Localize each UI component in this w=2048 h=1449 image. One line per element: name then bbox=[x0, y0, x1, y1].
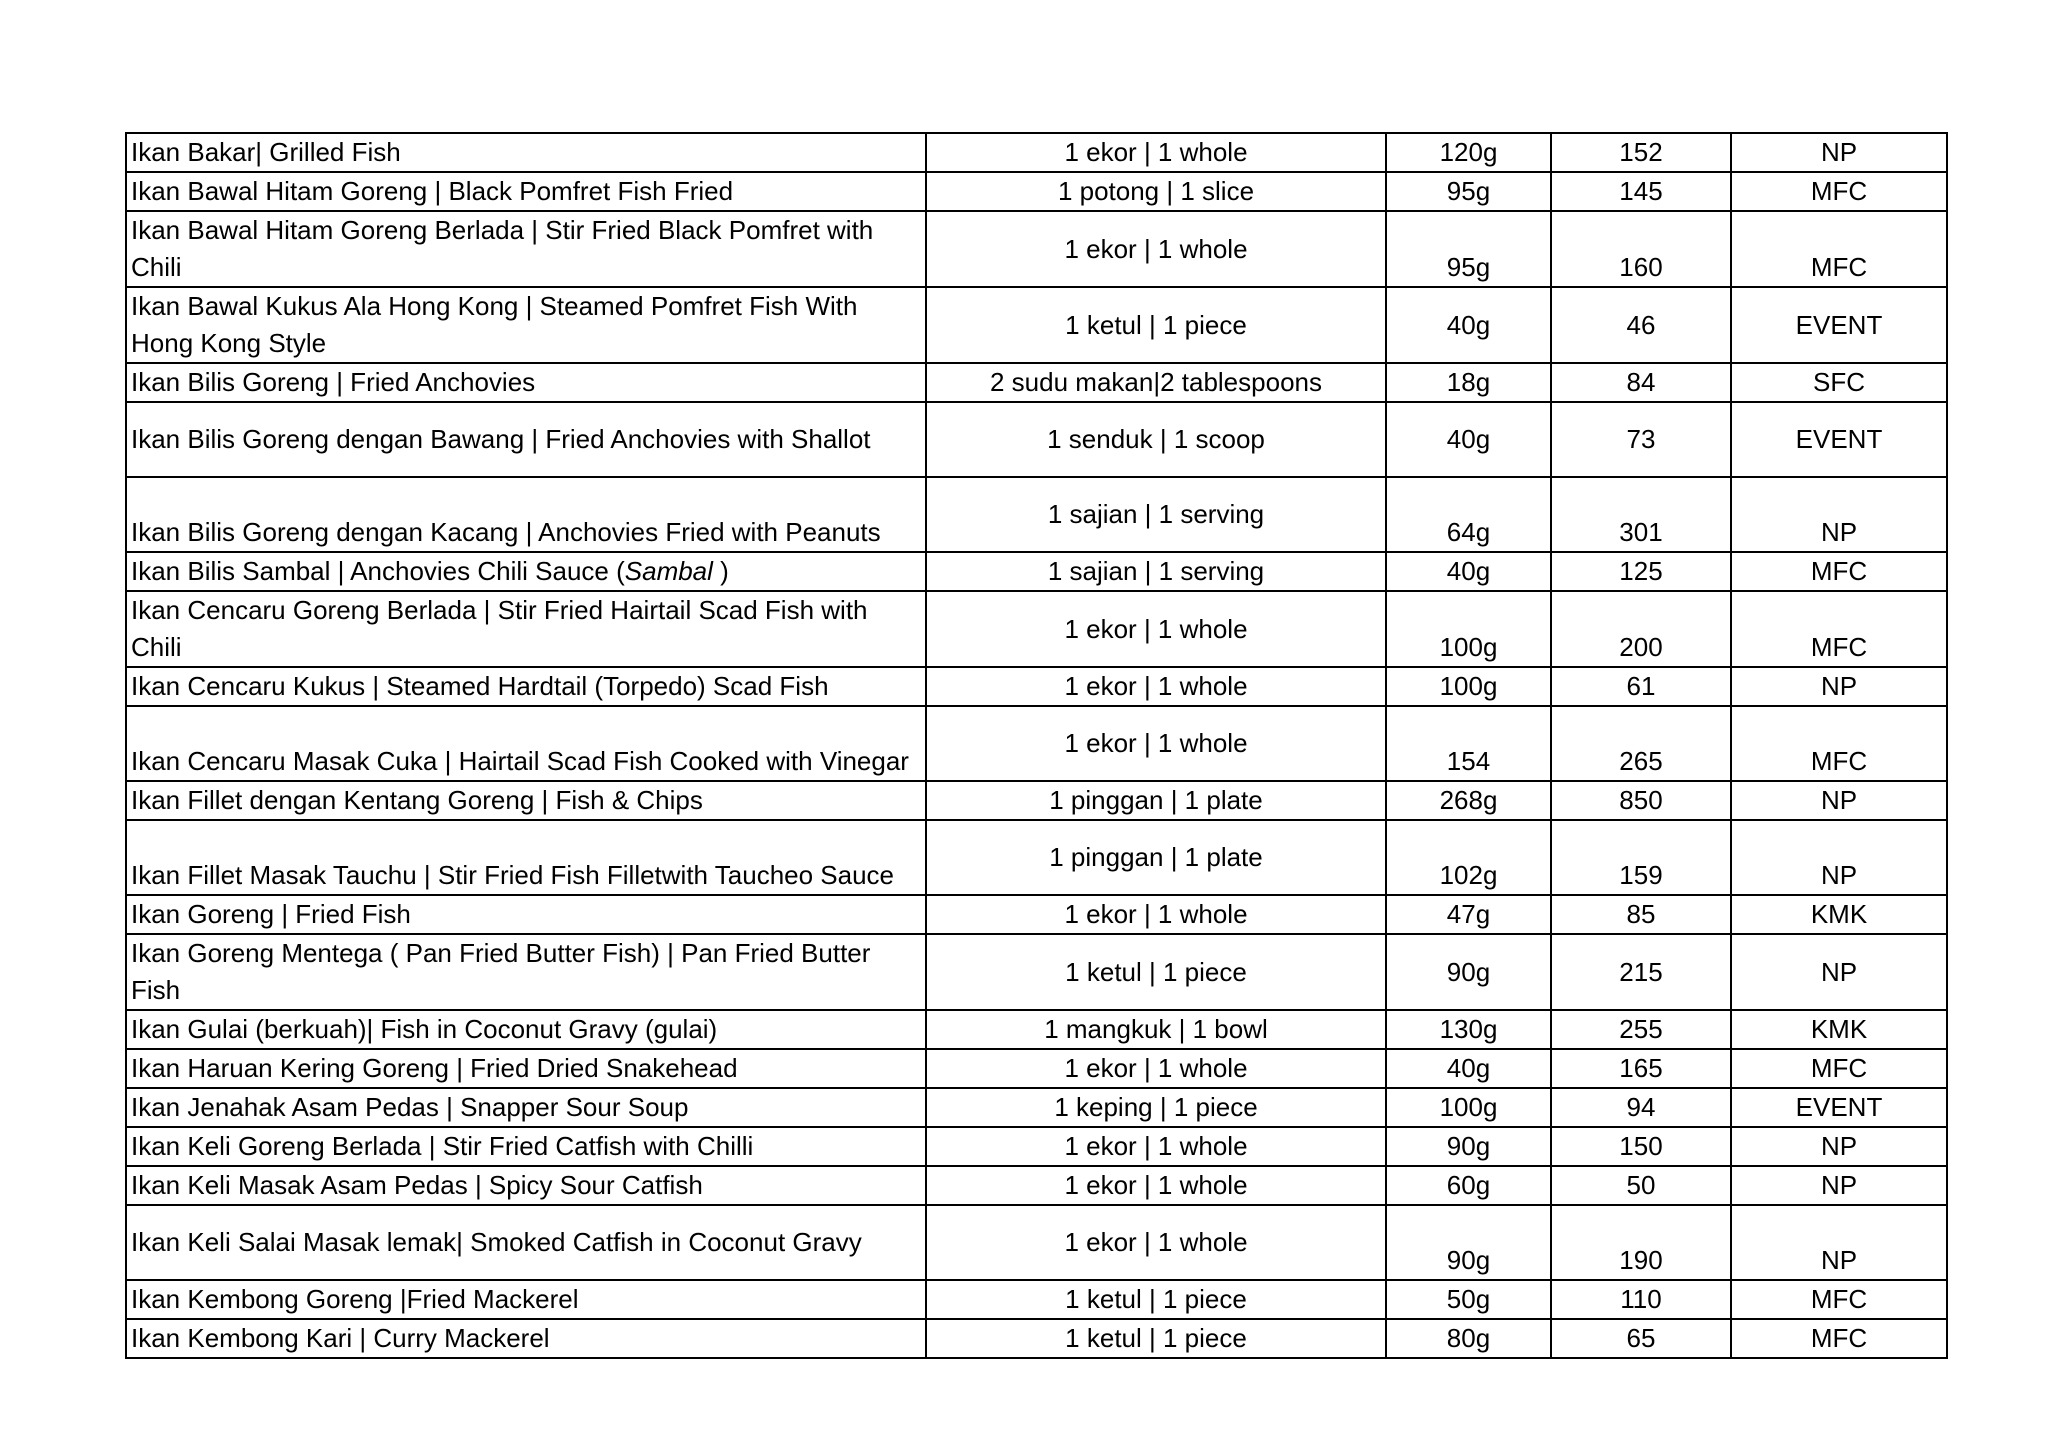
calories-cell: 200 bbox=[1551, 591, 1731, 667]
serving-size-cell: 1 senduk | 1 scoop bbox=[926, 402, 1386, 477]
food-calorie-table bbox=[125, 132, 1948, 1359]
food-name-cell: Ikan Bakar| Grilled Fish bbox=[126, 133, 926, 172]
source-cell: NP bbox=[1731, 1205, 1947, 1280]
weight-cell: 80g bbox=[1386, 1319, 1551, 1358]
calories-cell: 84 bbox=[1551, 363, 1731, 402]
source-cell: MFC bbox=[1731, 591, 1947, 667]
food-name-cell: Ikan Cencaru Masak Cuka | Hairtail Scad Fish Cooked with Vinegar bbox=[126, 706, 926, 781]
source-cell: MFC bbox=[1731, 1049, 1947, 1088]
weight-cell: 130g bbox=[1386, 1010, 1551, 1049]
table-row bbox=[126, 820, 1947, 895]
weight-cell: 40g bbox=[1386, 287, 1551, 363]
source-cell: MFC bbox=[1731, 1319, 1947, 1358]
calories-cell: 110 bbox=[1551, 1280, 1731, 1319]
calories-cell: 150 bbox=[1551, 1127, 1731, 1166]
serving-size-cell: 1 ekor | 1 whole bbox=[926, 1127, 1386, 1166]
weight-cell: 47g bbox=[1386, 895, 1551, 934]
food-name-cell: Ikan Bilis Goreng dengan Bawang | Fried Anchovies with Shallot bbox=[126, 402, 926, 477]
serving-size-cell: 2 sudu makan|2 tablespoons bbox=[926, 363, 1386, 402]
source-cell: EVENT bbox=[1731, 287, 1947, 363]
serving-size-cell: 1 mangkuk | 1 bowl bbox=[926, 1010, 1386, 1049]
serving-size-cell: 1 ekor | 1 whole bbox=[926, 211, 1386, 287]
calories-cell: 145 bbox=[1551, 172, 1731, 211]
calories-cell: 190 bbox=[1551, 1205, 1731, 1280]
serving-size-cell: 1 potong | 1 slice bbox=[926, 172, 1386, 211]
source-cell: NP bbox=[1731, 820, 1947, 895]
serving-size-cell: 1 ekor | 1 whole bbox=[926, 133, 1386, 172]
food-name-cell: Ikan Goreng Mentega ( Pan Fried Butter Fish) | Pan Fried Butter Fish bbox=[126, 934, 926, 1010]
source-cell: KMK bbox=[1731, 1010, 1947, 1049]
source-cell: MFC bbox=[1731, 172, 1947, 211]
food-name-cell: Ikan Kembong Goreng |Fried Mackerel bbox=[126, 1280, 926, 1319]
weight-cell: 40g bbox=[1386, 552, 1551, 591]
weight-cell: 90g bbox=[1386, 934, 1551, 1010]
serving-size-cell: 1 ekor | 1 whole bbox=[926, 706, 1386, 781]
source-cell: EVENT bbox=[1731, 1088, 1947, 1127]
food-name-cell: Ikan Cencaru Kukus | Steamed Hardtail (Torpedo) Scad Fish bbox=[126, 667, 926, 706]
serving-size-cell: 1 ekor | 1 whole bbox=[926, 1205, 1386, 1280]
source-cell: MFC bbox=[1731, 1280, 1947, 1319]
source-cell: NP bbox=[1731, 781, 1947, 820]
serving-size-cell: 1 sajian | 1 serving bbox=[926, 552, 1386, 591]
weight-cell: 120g bbox=[1386, 133, 1551, 172]
serving-size-cell: 1 ekor | 1 whole bbox=[926, 1166, 1386, 1205]
table-row bbox=[126, 133, 1947, 172]
serving-size-cell: 1 pinggan | 1 plate bbox=[926, 820, 1386, 895]
weight-cell: 154 bbox=[1386, 706, 1551, 781]
source-cell: NP bbox=[1731, 1166, 1947, 1205]
serving-size-cell: 1 ekor | 1 whole bbox=[926, 591, 1386, 667]
serving-size-cell: 1 ketul | 1 piece bbox=[926, 287, 1386, 363]
serving-size-cell: 1 ketul | 1 piece bbox=[926, 934, 1386, 1010]
source-cell: NP bbox=[1731, 667, 1947, 706]
table-row bbox=[126, 363, 1947, 402]
table-row bbox=[126, 1127, 1947, 1166]
weight-cell: 268g bbox=[1386, 781, 1551, 820]
table-row bbox=[126, 1010, 1947, 1049]
table-row bbox=[126, 1166, 1947, 1205]
food-name-text: Ikan Bilis Sambal | Anchovies Chili Sauce ( bbox=[131, 556, 625, 586]
table-row bbox=[126, 172, 1947, 211]
food-name-cell: Ikan Bilis Goreng dengan Kacang | Anchovies Fried with Peanuts bbox=[126, 477, 926, 552]
serving-size-cell: 1 ketul | 1 piece bbox=[926, 1319, 1386, 1358]
weight-cell: 60g bbox=[1386, 1166, 1551, 1205]
serving-size-cell: 1 ekor | 1 whole bbox=[926, 895, 1386, 934]
food-name-cell: Ikan Haruan Kering Goreng | Fried Dried Snakehead bbox=[126, 1049, 926, 1088]
calories-cell: 65 bbox=[1551, 1319, 1731, 1358]
weight-cell: 100g bbox=[1386, 1088, 1551, 1127]
food-name-cell: Ikan Bawal Hitam Goreng | Black Pomfret Fish Fried bbox=[126, 172, 926, 211]
table-row bbox=[126, 1280, 1947, 1319]
table-row bbox=[126, 895, 1947, 934]
weight-cell: 100g bbox=[1386, 591, 1551, 667]
source-cell: MFC bbox=[1731, 552, 1947, 591]
food-name-cell: Ikan Jenahak Asam Pedas | Snapper Sour Soup bbox=[126, 1088, 926, 1127]
calories-cell: 850 bbox=[1551, 781, 1731, 820]
serving-size-cell: 1 ekor | 1 whole bbox=[926, 1049, 1386, 1088]
weight-cell: 18g bbox=[1386, 363, 1551, 402]
calories-cell: 265 bbox=[1551, 706, 1731, 781]
serving-size-cell: 1 sajian | 1 serving bbox=[926, 477, 1386, 552]
weight-cell: 50g bbox=[1386, 1280, 1551, 1319]
source-cell: MFC bbox=[1731, 706, 1947, 781]
source-cell: NP bbox=[1731, 133, 1947, 172]
weight-cell: 90g bbox=[1386, 1205, 1551, 1280]
food-name-cell: Ikan Keli Goreng Berlada | Stir Fried Catfish with Chilli bbox=[126, 1127, 926, 1166]
calories-cell: 125 bbox=[1551, 552, 1731, 591]
calories-cell: 301 bbox=[1551, 477, 1731, 552]
calories-cell: 152 bbox=[1551, 133, 1731, 172]
weight-cell: 102g bbox=[1386, 820, 1551, 895]
table-row bbox=[126, 477, 1947, 552]
source-cell: NP bbox=[1731, 1127, 1947, 1166]
serving-size-cell: 1 keping | 1 piece bbox=[926, 1088, 1386, 1127]
table-row bbox=[126, 667, 1947, 706]
calories-cell: 255 bbox=[1551, 1010, 1731, 1049]
weight-cell: 90g bbox=[1386, 1127, 1551, 1166]
table-row bbox=[126, 1205, 1947, 1280]
food-name-italic-text: Sambal bbox=[624, 556, 713, 586]
source-cell: SFC bbox=[1731, 363, 1947, 402]
table-row bbox=[126, 402, 1947, 477]
food-name-cell: Ikan Fillet dengan Kentang Goreng | Fish & Chips bbox=[126, 781, 926, 820]
serving-size-cell: 1 ekor | 1 whole bbox=[926, 667, 1386, 706]
table-row bbox=[126, 1319, 1947, 1358]
food-name-cell: Ikan Keli Salai Masak lemak| Smoked Catfish in Coconut Gravy bbox=[126, 1205, 926, 1280]
source-cell: NP bbox=[1731, 934, 1947, 1010]
table-row bbox=[126, 1088, 1947, 1127]
calories-cell: 215 bbox=[1551, 934, 1731, 1010]
weight-cell: 64g bbox=[1386, 477, 1551, 552]
food-name-cell bbox=[126, 552, 926, 591]
food-name-cell: Ikan Goreng | Fried Fish bbox=[126, 895, 926, 934]
table-row bbox=[126, 591, 1947, 667]
source-cell: MFC bbox=[1731, 211, 1947, 287]
food-name-end-text: ) bbox=[712, 556, 729, 586]
table-row bbox=[126, 552, 1947, 591]
serving-size-cell: 1 ketul | 1 piece bbox=[926, 1280, 1386, 1319]
calories-cell: 50 bbox=[1551, 1166, 1731, 1205]
calories-cell: 85 bbox=[1551, 895, 1731, 934]
calories-cell: 46 bbox=[1551, 287, 1731, 363]
table-row bbox=[126, 1049, 1947, 1088]
food-name-cell: Ikan Bawal Hitam Goreng Berlada | Stir Fried Black Pomfret with Chili bbox=[126, 211, 926, 287]
source-cell: EVENT bbox=[1731, 402, 1947, 477]
weight-cell: 40g bbox=[1386, 1049, 1551, 1088]
table-row bbox=[126, 287, 1947, 363]
food-name-cell: Ikan Bawal Kukus Ala Hong Kong | Steamed Pomfret Fish With Hong Kong Style bbox=[126, 287, 926, 363]
food-name-cell: Ikan Cencaru Goreng Berlada | Stir Fried Hairtail Scad Fish with Chili bbox=[126, 591, 926, 667]
serving-size-cell: 1 pinggan | 1 plate bbox=[926, 781, 1386, 820]
food-name-cell: Ikan Bilis Goreng | Fried Anchovies bbox=[126, 363, 926, 402]
calories-cell: 165 bbox=[1551, 1049, 1731, 1088]
table-row bbox=[126, 934, 1947, 1010]
source-cell: NP bbox=[1731, 477, 1947, 552]
calories-cell: 94 bbox=[1551, 1088, 1731, 1127]
table-row bbox=[126, 706, 1947, 781]
weight-cell: 95g bbox=[1386, 172, 1551, 211]
calories-cell: 160 bbox=[1551, 211, 1731, 287]
table-row bbox=[126, 211, 1947, 287]
weight-cell: 95g bbox=[1386, 211, 1551, 287]
table-row bbox=[126, 781, 1947, 820]
food-name-cell: Ikan Fillet Masak Tauchu | Stir Fried Fish Filletwith Taucheo Sauce bbox=[126, 820, 926, 895]
calories-cell: 159 bbox=[1551, 820, 1731, 895]
calories-cell: 73 bbox=[1551, 402, 1731, 477]
calories-cell: 61 bbox=[1551, 667, 1731, 706]
food-name-cell: Ikan Kembong Kari | Curry Mackerel bbox=[126, 1319, 926, 1358]
weight-cell: 100g bbox=[1386, 667, 1551, 706]
food-name-cell: Ikan Keli Masak Asam Pedas | Spicy Sour Catfish bbox=[126, 1166, 926, 1205]
weight-cell: 40g bbox=[1386, 402, 1551, 477]
food-name-cell: Ikan Gulai (berkuah)| Fish in Coconut Gravy (gulai) bbox=[126, 1010, 926, 1049]
source-cell: KMK bbox=[1731, 895, 1947, 934]
